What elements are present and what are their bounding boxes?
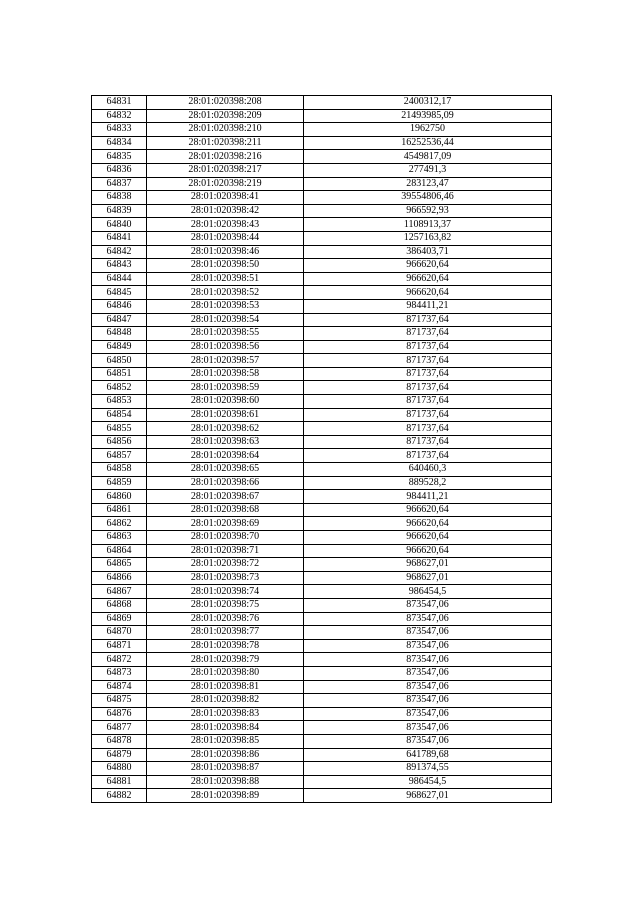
cadastral-number-cell: 28:01:020398:55 <box>147 327 304 341</box>
cadastral-number-cell: 28:01:020398:62 <box>147 422 304 436</box>
row-number-cell: 64869 <box>92 612 147 626</box>
table-row <box>92 191 552 205</box>
value-cell: 966620,64 <box>304 286 552 300</box>
cadastral-number-cell: 28:01:020398:42 <box>147 204 304 218</box>
value-cell: 873547,06 <box>304 680 552 694</box>
table-row <box>92 707 552 721</box>
cadastral-number-cell: 28:01:020398:59 <box>147 381 304 395</box>
table-row <box>92 150 552 164</box>
table-row <box>92 612 552 626</box>
table-row <box>92 490 552 504</box>
value-cell: 871737,64 <box>304 313 552 327</box>
value-cell: 873547,06 <box>304 694 552 708</box>
table-row <box>92 422 552 436</box>
table-row <box>92 775 552 789</box>
table-row <box>92 598 552 612</box>
row-number-cell: 64846 <box>92 299 147 313</box>
table-row <box>92 245 552 259</box>
value-cell: 16252536,44 <box>304 136 552 150</box>
value-cell: 871737,64 <box>304 422 552 436</box>
value-cell: 871737,64 <box>304 449 552 463</box>
row-number-cell: 64836 <box>92 163 147 177</box>
row-number-cell: 64865 <box>92 558 147 572</box>
value-cell: 871737,64 <box>304 340 552 354</box>
table-row <box>92 272 552 286</box>
cadastral-number-cell: 28:01:020398:68 <box>147 503 304 517</box>
cadastral-number-cell: 28:01:020398:75 <box>147 598 304 612</box>
value-cell: 871737,64 <box>304 367 552 381</box>
value-cell: 966620,64 <box>304 531 552 545</box>
table-row <box>92 231 552 245</box>
cadastral-number-cell: 28:01:020398:63 <box>147 435 304 449</box>
value-cell: 871737,64 <box>304 435 552 449</box>
cadastral-number-cell: 28:01:020398:84 <box>147 721 304 735</box>
value-cell: 641789,68 <box>304 748 552 762</box>
table-row <box>92 680 552 694</box>
cadastral-number-cell: 28:01:020398:65 <box>147 463 304 477</box>
row-number-cell: 64878 <box>92 734 147 748</box>
table-row <box>92 123 552 137</box>
row-number-cell: 64862 <box>92 517 147 531</box>
row-number-cell: 64851 <box>92 367 147 381</box>
table-row <box>92 395 552 409</box>
row-number-cell: 64850 <box>92 354 147 368</box>
cadastral-value-table <box>91 95 552 803</box>
table-row <box>92 327 552 341</box>
row-number-cell: 64881 <box>92 775 147 789</box>
value-cell: 873547,06 <box>304 653 552 667</box>
value-cell: 966592,93 <box>304 204 552 218</box>
row-number-cell: 64871 <box>92 639 147 653</box>
value-cell: 871737,64 <box>304 395 552 409</box>
value-cell: 891374,55 <box>304 762 552 776</box>
cadastral-number-cell: 28:01:020398:46 <box>147 245 304 259</box>
cadastral-number-cell: 28:01:020398:74 <box>147 585 304 599</box>
cadastral-number-cell: 28:01:020398:209 <box>147 109 304 123</box>
table-row <box>92 626 552 640</box>
row-number-cell: 64831 <box>92 96 147 110</box>
cadastral-number-cell: 28:01:020398:64 <box>147 449 304 463</box>
row-number-cell: 64867 <box>92 585 147 599</box>
cadastral-number-cell: 28:01:020398:76 <box>147 612 304 626</box>
row-number-cell: 64864 <box>92 544 147 558</box>
row-number-cell: 64847 <box>92 313 147 327</box>
cadastral-number-cell: 28:01:020398:61 <box>147 408 304 422</box>
table-row <box>92 299 552 313</box>
value-cell: 873547,06 <box>304 666 552 680</box>
cadastral-number-cell: 28:01:020398:211 <box>147 136 304 150</box>
table-row <box>92 476 552 490</box>
table-row <box>92 340 552 354</box>
row-number-cell: 64861 <box>92 503 147 517</box>
cadastral-number-cell: 28:01:020398:73 <box>147 571 304 585</box>
table-row <box>92 259 552 273</box>
table-row <box>92 571 552 585</box>
table-row <box>92 177 552 191</box>
cadastral-number-cell: 28:01:020398:53 <box>147 299 304 313</box>
row-number-cell: 64843 <box>92 259 147 273</box>
cadastral-number-cell: 28:01:020398:79 <box>147 653 304 667</box>
value-cell: 871737,64 <box>304 381 552 395</box>
table-row <box>92 531 552 545</box>
cadastral-number-cell: 28:01:020398:70 <box>147 531 304 545</box>
value-cell: 889528,2 <box>304 476 552 490</box>
row-number-cell: 64872 <box>92 653 147 667</box>
cadastral-number-cell: 28:01:020398:54 <box>147 313 304 327</box>
row-number-cell: 64835 <box>92 150 147 164</box>
value-cell: 968627,01 <box>304 571 552 585</box>
value-cell: 873547,06 <box>304 707 552 721</box>
cadastral-number-cell: 28:01:020398:87 <box>147 762 304 776</box>
cadastral-number-cell: 28:01:020398:77 <box>147 626 304 640</box>
cadastral-number-cell: 28:01:020398:216 <box>147 150 304 164</box>
cadastral-number-cell: 28:01:020398:50 <box>147 259 304 273</box>
value-cell: 2400312,17 <box>304 96 552 110</box>
table-row <box>92 734 552 748</box>
table-row <box>92 435 552 449</box>
table-row <box>92 109 552 123</box>
value-cell: 968627,01 <box>304 558 552 572</box>
row-number-cell: 64854 <box>92 408 147 422</box>
value-cell: 966620,64 <box>304 517 552 531</box>
row-number-cell: 64882 <box>92 789 147 803</box>
row-number-cell: 64842 <box>92 245 147 259</box>
table-row <box>92 313 552 327</box>
cadastral-number-cell: 28:01:020398:208 <box>147 96 304 110</box>
row-number-cell: 64868 <box>92 598 147 612</box>
table-row <box>92 354 552 368</box>
row-number-cell: 64852 <box>92 381 147 395</box>
row-number-cell: 64875 <box>92 694 147 708</box>
row-number-cell: 64857 <box>92 449 147 463</box>
table-row <box>92 517 552 531</box>
table-row <box>92 694 552 708</box>
row-number-cell: 64848 <box>92 327 147 341</box>
table-row <box>92 585 552 599</box>
row-number-cell: 64840 <box>92 218 147 232</box>
cadastral-number-cell: 28:01:020398:57 <box>147 354 304 368</box>
table-row <box>92 286 552 300</box>
value-cell: 21493985,09 <box>304 109 552 123</box>
row-number-cell: 64876 <box>92 707 147 721</box>
value-cell: 986454,5 <box>304 585 552 599</box>
cadastral-number-cell: 28:01:020398:71 <box>147 544 304 558</box>
row-number-cell: 64844 <box>92 272 147 286</box>
value-cell: 986454,5 <box>304 775 552 789</box>
row-number-cell: 64859 <box>92 476 147 490</box>
table-row <box>92 639 552 653</box>
cadastral-number-cell: 28:01:020398:85 <box>147 734 304 748</box>
row-number-cell: 64838 <box>92 191 147 205</box>
cadastral-number-cell: 28:01:020398:80 <box>147 666 304 680</box>
table-row <box>92 367 552 381</box>
value-cell: 968627,01 <box>304 789 552 803</box>
row-number-cell: 64856 <box>92 435 147 449</box>
value-cell: 1257163,82 <box>304 231 552 245</box>
row-number-cell: 64837 <box>92 177 147 191</box>
table-body <box>92 96 552 803</box>
value-cell: 871737,64 <box>304 408 552 422</box>
row-number-cell: 64849 <box>92 340 147 354</box>
table-row <box>92 381 552 395</box>
row-number-cell: 64877 <box>92 721 147 735</box>
row-number-cell: 64880 <box>92 762 147 776</box>
cadastral-number-cell: 28:01:020398:43 <box>147 218 304 232</box>
cadastral-number-cell: 28:01:020398:210 <box>147 123 304 137</box>
table-row <box>92 96 552 110</box>
value-cell: 1962750 <box>304 123 552 137</box>
row-number-cell: 64870 <box>92 626 147 640</box>
row-number-cell: 64839 <box>92 204 147 218</box>
value-cell: 871737,64 <box>304 354 552 368</box>
table-row <box>92 136 552 150</box>
value-cell: 277491,3 <box>304 163 552 177</box>
table-row <box>92 463 552 477</box>
table-row <box>92 653 552 667</box>
value-cell: 4549817,09 <box>304 150 552 164</box>
table-row <box>92 558 552 572</box>
value-cell: 873547,06 <box>304 734 552 748</box>
table-row <box>92 449 552 463</box>
cadastral-number-cell: 28:01:020398:82 <box>147 694 304 708</box>
cadastral-number-cell: 28:01:020398:86 <box>147 748 304 762</box>
row-number-cell: 64845 <box>92 286 147 300</box>
table-row <box>92 748 552 762</box>
row-number-cell: 64873 <box>92 666 147 680</box>
row-number-cell: 64834 <box>92 136 147 150</box>
table-row <box>92 503 552 517</box>
cadastral-number-cell: 28:01:020398:66 <box>147 476 304 490</box>
row-number-cell: 64860 <box>92 490 147 504</box>
value-cell: 1108913,37 <box>304 218 552 232</box>
value-cell: 873547,06 <box>304 721 552 735</box>
value-cell: 966620,64 <box>304 544 552 558</box>
value-cell: 873547,06 <box>304 639 552 653</box>
value-cell: 640460,3 <box>304 463 552 477</box>
value-cell: 984411,21 <box>304 299 552 313</box>
value-cell: 966620,64 <box>304 503 552 517</box>
cadastral-number-cell: 28:01:020398:89 <box>147 789 304 803</box>
cadastral-number-cell: 28:01:020398:88 <box>147 775 304 789</box>
table-row <box>92 721 552 735</box>
table-row <box>92 762 552 776</box>
row-number-cell: 64833 <box>92 123 147 137</box>
value-cell: 873547,06 <box>304 626 552 640</box>
value-cell: 283123,47 <box>304 177 552 191</box>
value-cell: 966620,64 <box>304 259 552 273</box>
cadastral-number-cell: 28:01:020398:219 <box>147 177 304 191</box>
row-number-cell: 64832 <box>92 109 147 123</box>
cadastral-number-cell: 28:01:020398:67 <box>147 490 304 504</box>
row-number-cell: 64853 <box>92 395 147 409</box>
cadastral-number-cell: 28:01:020398:44 <box>147 231 304 245</box>
table-row <box>92 789 552 803</box>
row-number-cell: 64858 <box>92 463 147 477</box>
cadastral-number-cell: 28:01:020398:60 <box>147 395 304 409</box>
cadastral-number-cell: 28:01:020398:56 <box>147 340 304 354</box>
value-cell: 873547,06 <box>304 612 552 626</box>
cadastral-number-cell: 28:01:020398:217 <box>147 163 304 177</box>
value-cell: 984411,21 <box>304 490 552 504</box>
row-number-cell: 64841 <box>92 231 147 245</box>
cadastral-number-cell: 28:01:020398:58 <box>147 367 304 381</box>
table-row <box>92 666 552 680</box>
cadastral-number-cell: 28:01:020398:72 <box>147 558 304 572</box>
table-row <box>92 163 552 177</box>
row-number-cell: 64879 <box>92 748 147 762</box>
row-number-cell: 64866 <box>92 571 147 585</box>
cadastral-number-cell: 28:01:020398:69 <box>147 517 304 531</box>
value-cell: 386403,71 <box>304 245 552 259</box>
cadastral-number-cell: 28:01:020398:78 <box>147 639 304 653</box>
value-cell: 873547,06 <box>304 598 552 612</box>
row-number-cell: 64863 <box>92 531 147 545</box>
table-row <box>92 204 552 218</box>
cadastral-number-cell: 28:01:020398:81 <box>147 680 304 694</box>
cadastral-number-cell: 28:01:020398:41 <box>147 191 304 205</box>
table-row <box>92 218 552 232</box>
cadastral-number-cell: 28:01:020398:52 <box>147 286 304 300</box>
cadastral-number-cell: 28:01:020398:83 <box>147 707 304 721</box>
table-row <box>92 544 552 558</box>
value-cell: 966620,64 <box>304 272 552 286</box>
value-cell: 39554806,46 <box>304 191 552 205</box>
row-number-cell: 64874 <box>92 680 147 694</box>
row-number-cell: 64855 <box>92 422 147 436</box>
value-cell: 871737,64 <box>304 327 552 341</box>
table-row <box>92 408 552 422</box>
cadastral-number-cell: 28:01:020398:51 <box>147 272 304 286</box>
